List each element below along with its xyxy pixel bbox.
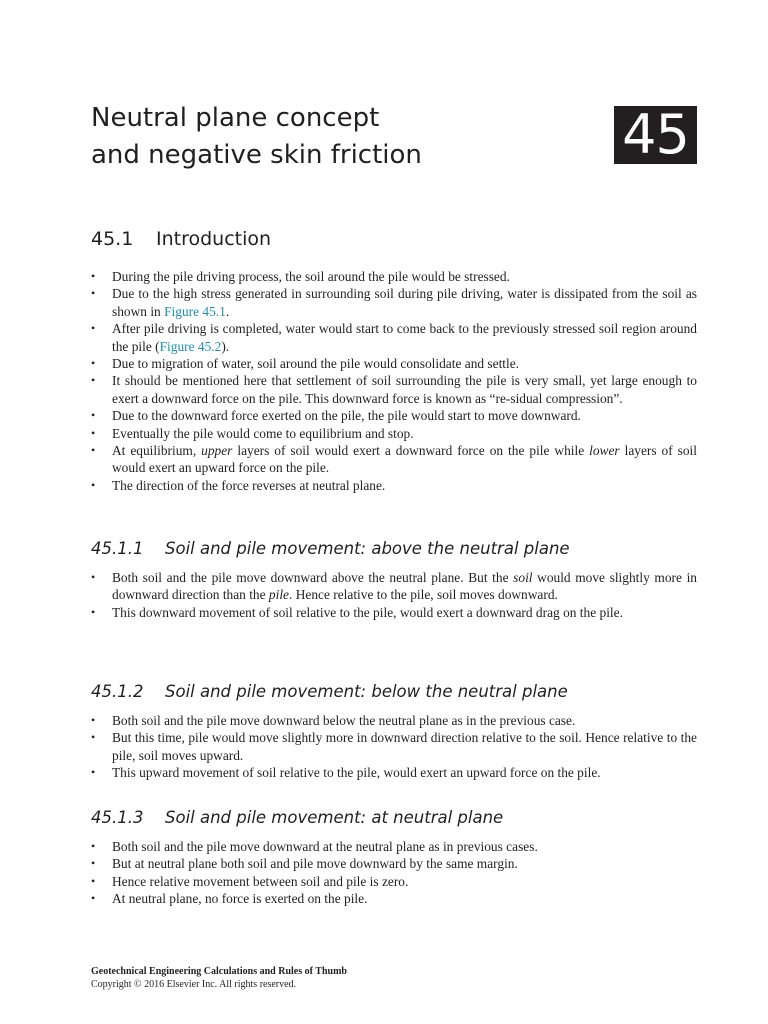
list-item-text: During the pile driving process, the soil around the pile would be stressed. [112,269,510,284]
list-item [91,764,697,781]
list-item [91,285,697,320]
subsection-number: 45.1.1 [91,539,144,558]
section-number: 45.1 [91,228,134,250]
list-item-text: . [225,303,230,319]
introduction-bullet-list [91,268,697,494]
chapter-title-line-2: and negative skin friction [91,140,422,170]
list-item-text: layers of soil would exert a downward force on the pile while [232,443,590,459]
list-item [91,604,697,621]
list-item-text: Both soil and the pile move downward below the neutral plane as in the previous case. [112,713,576,728]
list-item [91,355,697,372]
subsection-title: Soil and pile movement: above the neutral plane [165,539,570,558]
list-item-text: But this time, pile would move slightly more in downward direction relative to the soil. Hence relative to the pile, soil moves upward. [112,730,697,763]
figure-45-1-link[interactable]: Figure 45.1 [164,303,226,319]
list-item [91,372,697,407]
subsection-number: 45.1.3 [91,808,144,827]
footer-book-title: Geotechnical Engineering Calculations and Rules of Thumb [91,966,347,977]
list-item [91,268,697,285]
emphasis-upper: upper [201,443,233,459]
subsection-title: Soil and pile movement: below the neutral plane [165,682,568,701]
footer-copyright: Copyright © 2016 Elsevier Inc. All rights reserved. [91,979,297,990]
list-item-text: At neutral plane, no force is exerted on the pile. [112,891,368,907]
list-item-text: This upward movement of soil relative to the pile, would exert an upward force on the pile. [112,765,601,781]
section-heading-introduction [91,227,271,251]
list-item-text: . Hence relative to the pile, soil moves downward. [289,587,558,603]
chapter-number-badge: 45 [614,106,697,164]
list-item-text: Hence relative movement between soil and pile is zero. [112,873,409,889]
subsection-title: Soil and pile movement: at neutral plane [165,808,504,827]
section-title: Introduction [156,228,272,250]
figure-45-2-link[interactable]: Figure 45.2 [159,338,222,354]
list-item-text: Due to migration of water, soil around the pile would consolidate and settle. [112,356,520,372]
list-item-text: Both soil and the pile move downward at the neutral plane as in previous cases. [112,839,538,854]
list-item [91,838,697,855]
chapter-title-line-1: Neutral plane concept [91,103,380,133]
below-neutral-plane-bullet-list [91,712,697,782]
at-neutral-plane-bullet-list [91,838,697,908]
list-item [91,729,697,764]
list-item [91,569,697,604]
list-item [91,442,697,477]
list-item [91,407,697,424]
subsection-heading-below-neutral-plane [91,681,568,703]
list-item-text: It should be mentioned here that settlement of soil surrounding the pile is very small, yet large enough to exert a downward force on the pile. This downward force is known as “re-sidual compression”. [112,373,697,406]
list-item-text: The direction of the force reverses at neutral plane. [112,477,386,493]
list-item-text: Due to the high stress generated in surrounding soil during pile driving, water is dissipated from the soil as shown in [112,286,697,319]
list-item [91,855,697,872]
subsection-number: 45.1.2 [91,682,144,701]
list-item-text: ). [221,338,230,354]
list-item-text: Eventually the pile would come to equilibrium and stop. [112,425,414,441]
list-item-text: Both soil and the pile move downward above the neutral plane. But the [112,570,514,585]
chapter-title [91,100,571,174]
list-item [91,425,697,442]
list-item-text: This downward movement of soil relative to the pile, would exert a downward drag on the pile. [112,604,623,620]
list-item-text: layers of soil would exert an upward force on the pile. [112,443,697,476]
list-item-text: After pile driving is completed, water would start to come back to the previously stressed soil region around the pile ( [112,321,697,354]
list-item-text: At equilibrium, [112,443,202,459]
subsection-heading-above-neutral-plane [91,538,570,560]
emphasis-soil: soil [513,570,533,585]
list-item [91,873,697,890]
subsection-heading-at-neutral-plane [91,807,503,829]
list-item [91,890,697,907]
page-footer [91,965,691,991]
list-item [91,712,697,729]
emphasis-lower: lower [589,443,620,459]
above-neutral-plane-bullet-list [91,569,697,621]
list-item-text: But at neutral plane both soil and pile move downward by the same margin. [112,856,518,872]
list-item-text: Due to the downward force exerted on the pile, the pile would start to move downward. [112,408,581,424]
list-item [91,320,697,355]
list-item [91,477,697,494]
list-item-text: would move slightly more in downward direction than the [112,570,697,603]
emphasis-pile: pile [268,587,290,603]
